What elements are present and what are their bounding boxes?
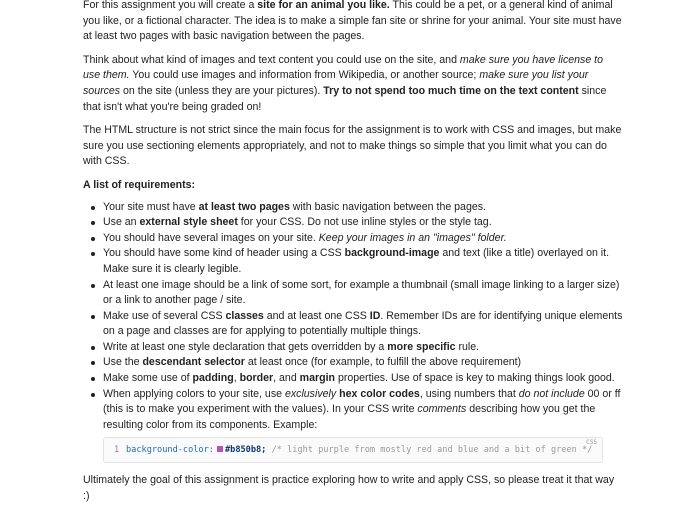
emphasis: descendant selector bbox=[142, 356, 245, 369]
text: and text (like a title) overlayed on it. Make sure it is clearly legible. bbox=[103, 247, 610, 275]
text: at least once (for example, to fulfill the above requirement) bbox=[244, 356, 522, 369]
text: , and bbox=[273, 372, 300, 385]
emphasis: at least two pages bbox=[198, 200, 290, 213]
text: For this assignment you will create a bbox=[83, 0, 258, 11]
text: You should have some kind of header using a CSS bbox=[103, 247, 345, 260]
list-item bbox=[103, 215, 623, 231]
text: , bbox=[233, 372, 240, 385]
list-item bbox=[103, 371, 623, 387]
text: rule. bbox=[455, 340, 480, 353]
list-item bbox=[103, 387, 623, 464]
text: 00 or ff (this is to make you experiment with the values). In your CSS write bbox=[103, 387, 621, 416]
list-item bbox=[103, 278, 623, 309]
requirements-list bbox=[83, 200, 623, 464]
emphasis: margin bbox=[299, 372, 335, 385]
emphasis: make sure you list your sources bbox=[83, 69, 589, 97]
list-item bbox=[103, 355, 623, 371]
text: with basic navigation between the pages. bbox=[289, 200, 486, 213]
emphasis: do not include bbox=[518, 387, 585, 400]
emphasis: padding bbox=[192, 372, 234, 385]
text: Think about what kind of images and text content you could use on the site, and bbox=[83, 53, 460, 66]
text: Use an bbox=[103, 216, 140, 229]
requirements-heading: A list of requirements: bbox=[83, 178, 196, 191]
text: You could use images and information from Wikipedia, or another source; bbox=[129, 69, 480, 82]
code-property: background-color: bbox=[126, 445, 214, 456]
text: on the site (unless they are your pictures). bbox=[120, 84, 324, 97]
text: Make use of several CSS bbox=[103, 309, 226, 322]
emphasis: external style sheet bbox=[139, 216, 238, 229]
line-number: 1 bbox=[114, 445, 120, 456]
code-example bbox=[103, 437, 603, 463]
text: . Remember IDs are for identifying unique elements on a page and classes are for applying to potentially multiple things. bbox=[103, 309, 623, 338]
list-item bbox=[103, 309, 623, 340]
emphasis: Keep your images in an "images" folder. bbox=[318, 231, 507, 244]
color-swatch-icon bbox=[217, 446, 223, 452]
emphasis: classes bbox=[225, 309, 264, 322]
code-line bbox=[126, 438, 592, 462]
emphasis: hex color codes bbox=[339, 387, 420, 400]
emphasis: site for an animal you like. bbox=[257, 0, 390, 11]
html-paragraph: The HTML structure is not strict since the main focus for the assignment is to work with CSS and images, but make sure you use sectioning elements appropriately, and not to make things so simple that you limit what you can do with CSS. bbox=[83, 124, 622, 168]
code-value: #b850b8; bbox=[224, 445, 267, 456]
assignment-document bbox=[83, 0, 623, 513]
text: At least one image should be a link of some sort, for example a thumbnail (small image linking to a larger size) or a link to another page / site. bbox=[103, 278, 620, 307]
list-item bbox=[103, 246, 623, 277]
emphasis: comments bbox=[417, 403, 467, 416]
text: Make some use of bbox=[103, 372, 193, 385]
closing-paragraph: Ultimately the goal of this assignment is practice exploring how to write and apply CSS, so please treat it that way :) bbox=[83, 474, 615, 503]
content-paragraph bbox=[83, 53, 623, 115]
code-comment: /* light purple from mostly red and blue and a bit of green */ bbox=[271, 445, 593, 456]
text: for your CSS. Do not use inline styles or the style tag. bbox=[237, 216, 492, 229]
text: properties. Use of space is key to making things look good. bbox=[335, 372, 615, 385]
emphasis: make sure you have license to use them. bbox=[83, 53, 603, 82]
text: describing how you get the resulting color from its components. Example: bbox=[103, 403, 596, 431]
text: This could be a pet, or a general kind of animal you like, or a fictional character. The idea is to make a simple fan site or shrine for your animal. Your site must have at least two pages with basic navigation between the pages. bbox=[83, 0, 622, 43]
text: You should have several images on your site. bbox=[103, 231, 319, 244]
emphasis: background-image bbox=[344, 247, 440, 260]
list-item bbox=[103, 231, 623, 247]
text: , using numbers that bbox=[419, 387, 519, 400]
emphasis: border bbox=[239, 372, 274, 385]
text: Your site must have bbox=[103, 200, 199, 213]
list-item bbox=[103, 200, 623, 216]
intro-paragraph bbox=[83, 0, 623, 45]
text: When applying colors to your site, use bbox=[103, 387, 285, 400]
emphasis: more specific bbox=[387, 340, 456, 353]
text: since that isn't what you're being graded on! bbox=[83, 84, 607, 113]
emphasis: Try to not spend too much time on the text content bbox=[323, 84, 579, 97]
text: Write at least one style declaration that gets overridden by a bbox=[103, 340, 388, 353]
text: and at least one CSS bbox=[263, 309, 370, 322]
code-language-label: CSS bbox=[586, 439, 597, 447]
emphasis: exclusively bbox=[284, 387, 337, 400]
list-item bbox=[103, 340, 623, 356]
text: Use the bbox=[103, 356, 143, 369]
emphasis: ID bbox=[369, 309, 381, 322]
